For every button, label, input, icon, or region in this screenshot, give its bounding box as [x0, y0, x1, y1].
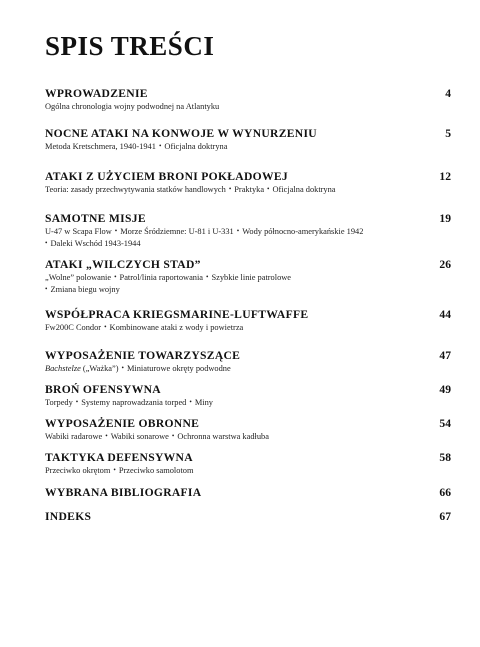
bullet-separator: • — [189, 398, 192, 406]
bullet-separator: • — [158, 142, 162, 150]
subtopic: Systemy naprowadzania torped — [81, 398, 187, 407]
subtopic: Miny — [194, 398, 213, 407]
subtopic: Przeciwko okrętom — [45, 466, 111, 475]
subtopic: U-47 w Scapa Flow — [45, 227, 112, 236]
toc-entry-subtopics — [45, 465, 451, 477]
toc-entry-subtopics — [45, 101, 451, 113]
subtopic: Miniaturowe okręty podwodne — [126, 364, 231, 373]
bullet-separator: • — [105, 432, 108, 440]
toc-entry-ataki-bronia-pokladowa[interactable] — [45, 170, 451, 196]
subtopic: Wabiki sonarowe — [110, 432, 169, 441]
toc-entry-page-number: 67 — [439, 510, 451, 523]
toc-entry-bibliografia[interactable] — [45, 486, 451, 499]
toc-entry-subtopics — [45, 397, 451, 409]
toc-entry-title[interactable]: WYPOSAŻENIE OBRONNE — [45, 417, 200, 430]
toc-entry-title[interactable]: INDEKS — [45, 510, 92, 523]
toc-entry-title[interactable]: ATAKI Z UŻYCIEM BRONI POKŁADOWEJ — [45, 170, 288, 183]
toc-entry-title[interactable]: NOCNE ATAKI NA KONWOJE W WYNURZENIU — [45, 127, 317, 140]
toc-entry-page-number: 12 — [439, 170, 451, 183]
toc-entry-wprowadzenie[interactable] — [45, 87, 451, 113]
subtopic-italic: Bachstelze — [45, 364, 81, 373]
toc-entry-subtopics — [45, 363, 451, 375]
toc-entry-title[interactable]: BROŃ OFENSYWNA — [45, 383, 161, 396]
subtopic: Szybkie linie patrolowe — [211, 273, 292, 282]
bullet-separator: • — [171, 432, 175, 440]
bullet-separator: • — [104, 323, 107, 331]
toc-entry-wspolpraca[interactable] — [45, 308, 451, 334]
toc-entry-wyposazenie-towarzyszace[interactable] — [45, 349, 451, 375]
toc-entry-page-number: 58 — [439, 451, 451, 464]
subtopic: („Ważka”) — [80, 364, 119, 373]
toc-entry-page-number: 54 — [439, 417, 451, 430]
subtopic: Kombinowane ataki z wody i powietrza — [109, 323, 244, 332]
toc-entry-page-number: 5 — [445, 127, 451, 140]
bullet-separator: • — [114, 227, 118, 235]
toc-entry-page-number: 19 — [439, 212, 451, 225]
bullet-separator: • — [236, 227, 240, 235]
toc-entry-page-number: 44 — [439, 308, 451, 321]
subtopic: Fw200C Condor — [45, 323, 102, 332]
toc-entry-page-number: 4 — [445, 87, 451, 100]
toc-entry-samotne-misje[interactable] — [45, 212, 451, 249]
toc-entry-nocne-ataki[interactable] — [45, 127, 451, 153]
subtopic: Patrol/linia raportowania — [119, 273, 204, 282]
toc-entry-title[interactable]: WYPOSAŻENIE TOWARZYSZĄCE — [45, 349, 241, 362]
subtopic: Przeciwko samolotom — [118, 466, 194, 475]
subtopic: Daleki Wschód 1943-1944 — [50, 238, 141, 248]
subtopic: Torpedy — [45, 398, 73, 407]
bullet-separator: • — [267, 185, 270, 193]
toc-entry-subtopics — [45, 141, 451, 153]
subtopic: Ogólna chronologia wojny podwodnej na Atlantyku — [45, 102, 220, 111]
bullet-separator: • — [121, 364, 124, 372]
toc-entry-taktyka-defensywna[interactable] — [45, 451, 451, 477]
bullet-separator: • — [113, 466, 116, 474]
toc-entry-subtopics — [45, 226, 451, 249]
toc-entry-subtopics — [45, 272, 451, 295]
toc-entry-subtopics — [45, 184, 451, 196]
toc-entry-wilcze-stada[interactable] — [45, 258, 451, 295]
subtopic: Oficjalna doktryna — [164, 142, 228, 151]
subtopic: Oficjalna doktryna — [272, 185, 336, 194]
toc-entry-subtopics — [45, 431, 451, 443]
subtopic: Ochronna warstwa kadłuba — [177, 432, 269, 441]
page-title: SPIS TREŚCI — [45, 31, 215, 61]
subtopic: Teoria: zasady przechwytywania statków handlowych — [45, 185, 226, 194]
toc-entry-indeks[interactable] — [45, 510, 451, 523]
toc-entry-title[interactable]: WSPÓŁPRACA KRIEGSMARINE-LUFTWAFFE — [45, 308, 309, 321]
subtopic: „Wolne” polowanie — [45, 273, 112, 282]
subtopic: Praktyka — [234, 185, 265, 194]
toc-entry-title[interactable]: WPROWADZENIE — [45, 87, 148, 100]
toc-entry-bron-ofensywna[interactable] — [45, 383, 451, 409]
toc-entry-page-number: 49 — [439, 383, 451, 396]
toc-entry-title[interactable]: SAMOTNE MISJE — [45, 212, 146, 225]
bullet-separator: • — [75, 398, 79, 406]
toc-entry-page-number: 47 — [439, 349, 451, 362]
subtopic: Wody północno-amerykańskie 1942 — [242, 227, 364, 236]
toc-entry-wyposazenie-obronne[interactable] — [45, 417, 451, 443]
toc-entry-title[interactable]: ATAKI „WILCZYCH STAD” — [45, 258, 201, 271]
subtopic: Zmiana biegu wojny — [50, 284, 120, 294]
subtopic: Metoda Kretschmera, 1940-1941 — [45, 142, 156, 151]
toc-entry-page-number: 26 — [439, 258, 451, 271]
bullet-separator: • — [206, 273, 209, 281]
toc-entry-subtopics — [45, 322, 451, 334]
bullet-separator: • — [45, 284, 48, 293]
toc-entry-title[interactable]: WYBRANA BIBLIOGRAFIA — [45, 486, 202, 499]
bullet-separator: • — [228, 185, 232, 193]
toc-entry-page-number: 66 — [439, 486, 451, 499]
bullet-separator: • — [45, 238, 48, 247]
subtopic: Morze Śródziemne: U-81 i U-331 — [120, 227, 234, 236]
bullet-separator: • — [114, 273, 117, 281]
toc-entry-title[interactable]: TAKTYKA DEFENSYWNA — [45, 451, 193, 464]
subtopic: Wabiki radarowe — [45, 432, 103, 441]
